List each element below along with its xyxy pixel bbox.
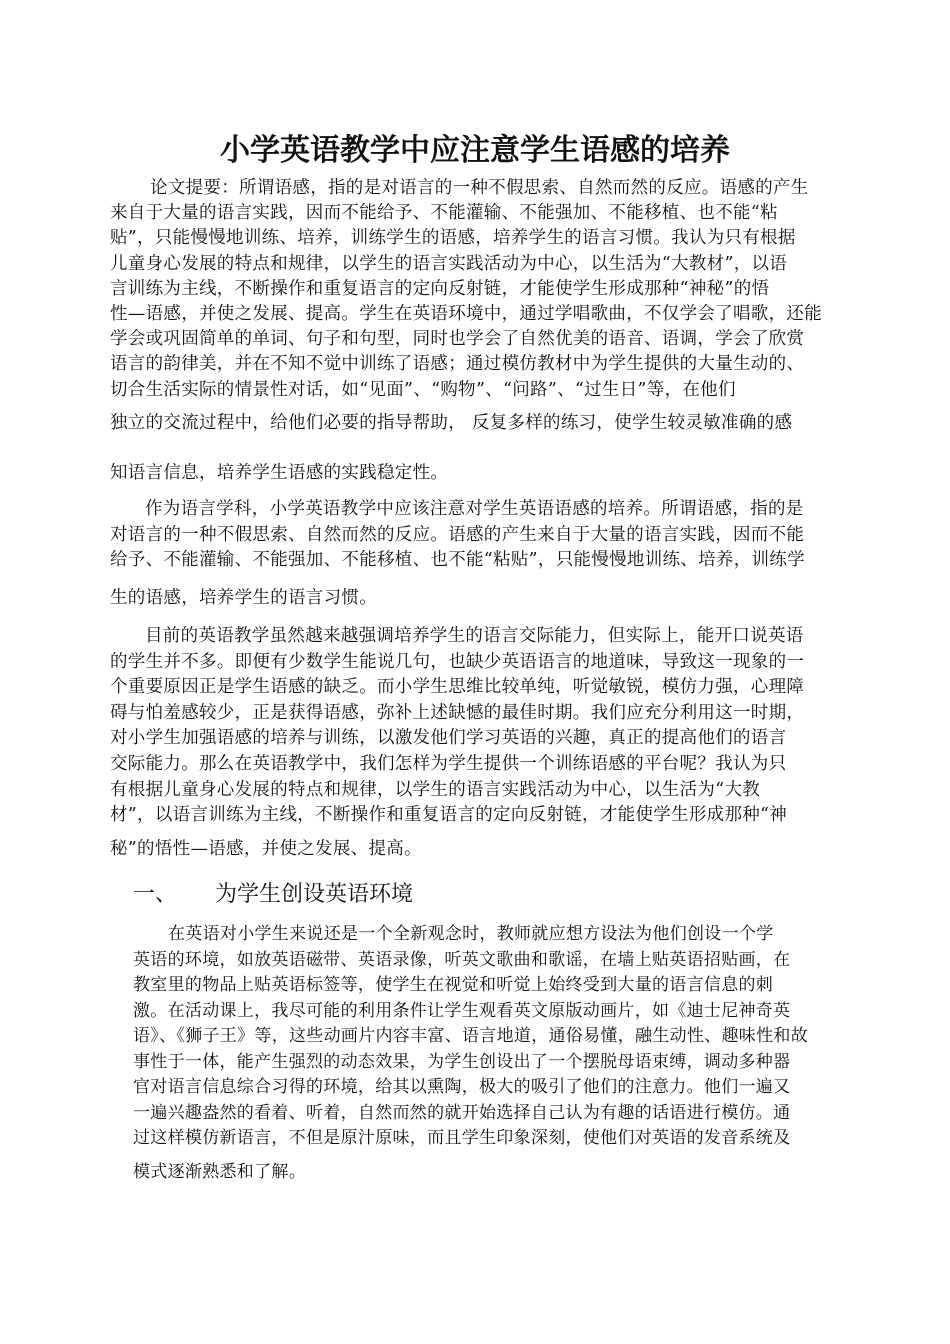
paragraph-line: 交际能力。那么在英语教学中，我们怎样为学生提供一个训练语感的平台呢？我认为只 [110,753,787,774]
paragraph-line: 一遍兴趣盎然的看着、听着，自然而然的就开始选择自己认为有趣的话语进行模仿。通 [133,1102,791,1123]
abstract-line: 性—语感，并使之发展、提高。学生在英语环境中，通过学唱歌曲，不仅学会了唱歌，还能 [110,304,822,325]
abstract-line: 学会或巩固简单的单词、句子和句型，同时也学会了自然优美的语音、语调，学会了欣赏 [110,329,805,350]
body-paragraph [110,624,840,829]
paragraph-line: 有根据儿童身心发展的特点和规律，以学生的语言实践活动为中心，以生活为“大教 [110,779,761,800]
abstract-line: 儿童身心发展的特点和规律，以学生的语言实践活动为中心，以生活为“大教材”，以语 [110,253,788,274]
paragraph-line: 给予、不能灌输、不能强加、不能移植、也不能“粘贴”，只能慢慢地训练、培养，训练学 [110,550,805,570]
paragraph-line: 激。在活动课上，我尽可能的利用条件让学生观看英文原版动画片，如《迪士尼神奇英 [133,1000,791,1021]
abstract-line: 知语言信息，培养学生语感的实践稳定性。 [110,463,449,483]
paragraph-line: 对小学生加强语感的培养与训练，以激发他们学习英语的兴趣，真正的提高他们的语言 [110,728,787,749]
paragraph-line: 生的语感，培养学生的语言习惯。 [110,588,377,608]
abstract-line: 切合生活实际的情景性对话，如“见面”、“购物”、“问路”、“过生日”等，在他们 [110,379,736,400]
paragraph-line: 对语言的一种不假思索、自然而然的反应。语感的产生来自于大量的语言实践，因而不能 [110,524,805,545]
paragraph-line: 材”，以语言训练为主线，不断操作和重复语言的定向反射链，才能使学生形成那种“神 [110,805,788,826]
body-paragraph [110,497,840,574]
paragraph-line: 过这样模仿新语言，不但是原汁原味，而且学生印象深刻，使他们对英语的发音系统及 [133,1128,791,1148]
abstract-line: 独立的交流过程中，给他们必要的指导帮助， 反复多样的练习，使学生较灵敏准确的感 [110,413,793,433]
paragraph-line: 作为语言学科，小学英语教学中应该注意对学生英语语感的培养。所谓语感，指的是 [145,499,804,519]
section-heading [133,880,413,910]
paragraph-line: 教室里的物品上贴英语标签等，使学生在视觉和听觉上始终受到大量的语言信息的刺 [133,975,774,995]
abstract-line: 来自于大量的语言实践，因而不能给予、不能灌输、不能强加、不能移植、也不能“粘 [110,203,778,224]
paragraph-line: 个重要原因正是学生语感的缺乏。而小学生思维比较单纯，听觉敏锐，模仿力强，心理障 [110,677,805,698]
section-number: 一、 [133,882,178,907]
paragraph-line: 秘”的悟性—语感，并使之发展、提高。 [110,839,422,859]
abstract-line: 言训练为主线，不断操作和重复语言的定向反射链，才能使学生形成那种“神秘”的悟 [110,278,770,299]
paragraph-line: 在英语对小学生来说还是一个全新观念时，教师就应想方设法为他们创设一个学 [168,924,774,944]
paragraph-line: 的学生并不多。即便有少数学生能说几句，也缺少英语语言的地道味，导致这一现象的一 [110,651,805,672]
section-title: 为学生创设英语环境 [215,882,414,907]
paragraph-line: 语》、《狮子王》等，这些动画片内容丰富、语言地道，通俗易懂，融生动性、趣味性和故 [133,1026,808,1046]
abstract-line: 贴”，只能慢慢地训练、培养，训练学生的语感，培养学生的语言习惯。我认为只有根据 [110,228,796,249]
paragraph-line: 英语的环境，如放英语磁带、英语录像，听英文歌曲和歌谣，在墙上贴英语招贴画，在 [133,949,791,970]
abstract-paragraph [110,176,840,403]
paragraph-line: 事性于一体，能产生强烈的动态效果，为学生创设出了一个摆脱母语束缚，调动多种器 [133,1051,791,1072]
page-title: 小学英语教学中应注意学生语感的培养 [220,133,730,168]
abstract-line: 论文提要：所谓语感，指的是对语言的一种不假思索、自然而然的反应。语感的产生 [150,178,809,198]
paragraph-line: 目前的英语教学虽然越来越强调培养学生的语言交际能力，但实际上，能开口说英语 [145,626,804,646]
paragraph-line: 模式逐渐熟悉和了解。 [133,1162,306,1182]
abstract-line: 语言的韵律美，并在不知不觉中训练了语感；通过模仿教材中为学生提供的大量生动的、 [110,354,805,375]
section-paragraph [133,922,840,1152]
paragraph-line: 碍与怕羞感较少，正是获得语感，弥补上述缺憾的最佳时期。我们应充分利用这一时期， [110,702,805,723]
paragraph-line: 官对语言信息综合习得的环境，给其以熏陶，极大的吸引了他们的注意力。他们一遍又 [133,1077,791,1097]
